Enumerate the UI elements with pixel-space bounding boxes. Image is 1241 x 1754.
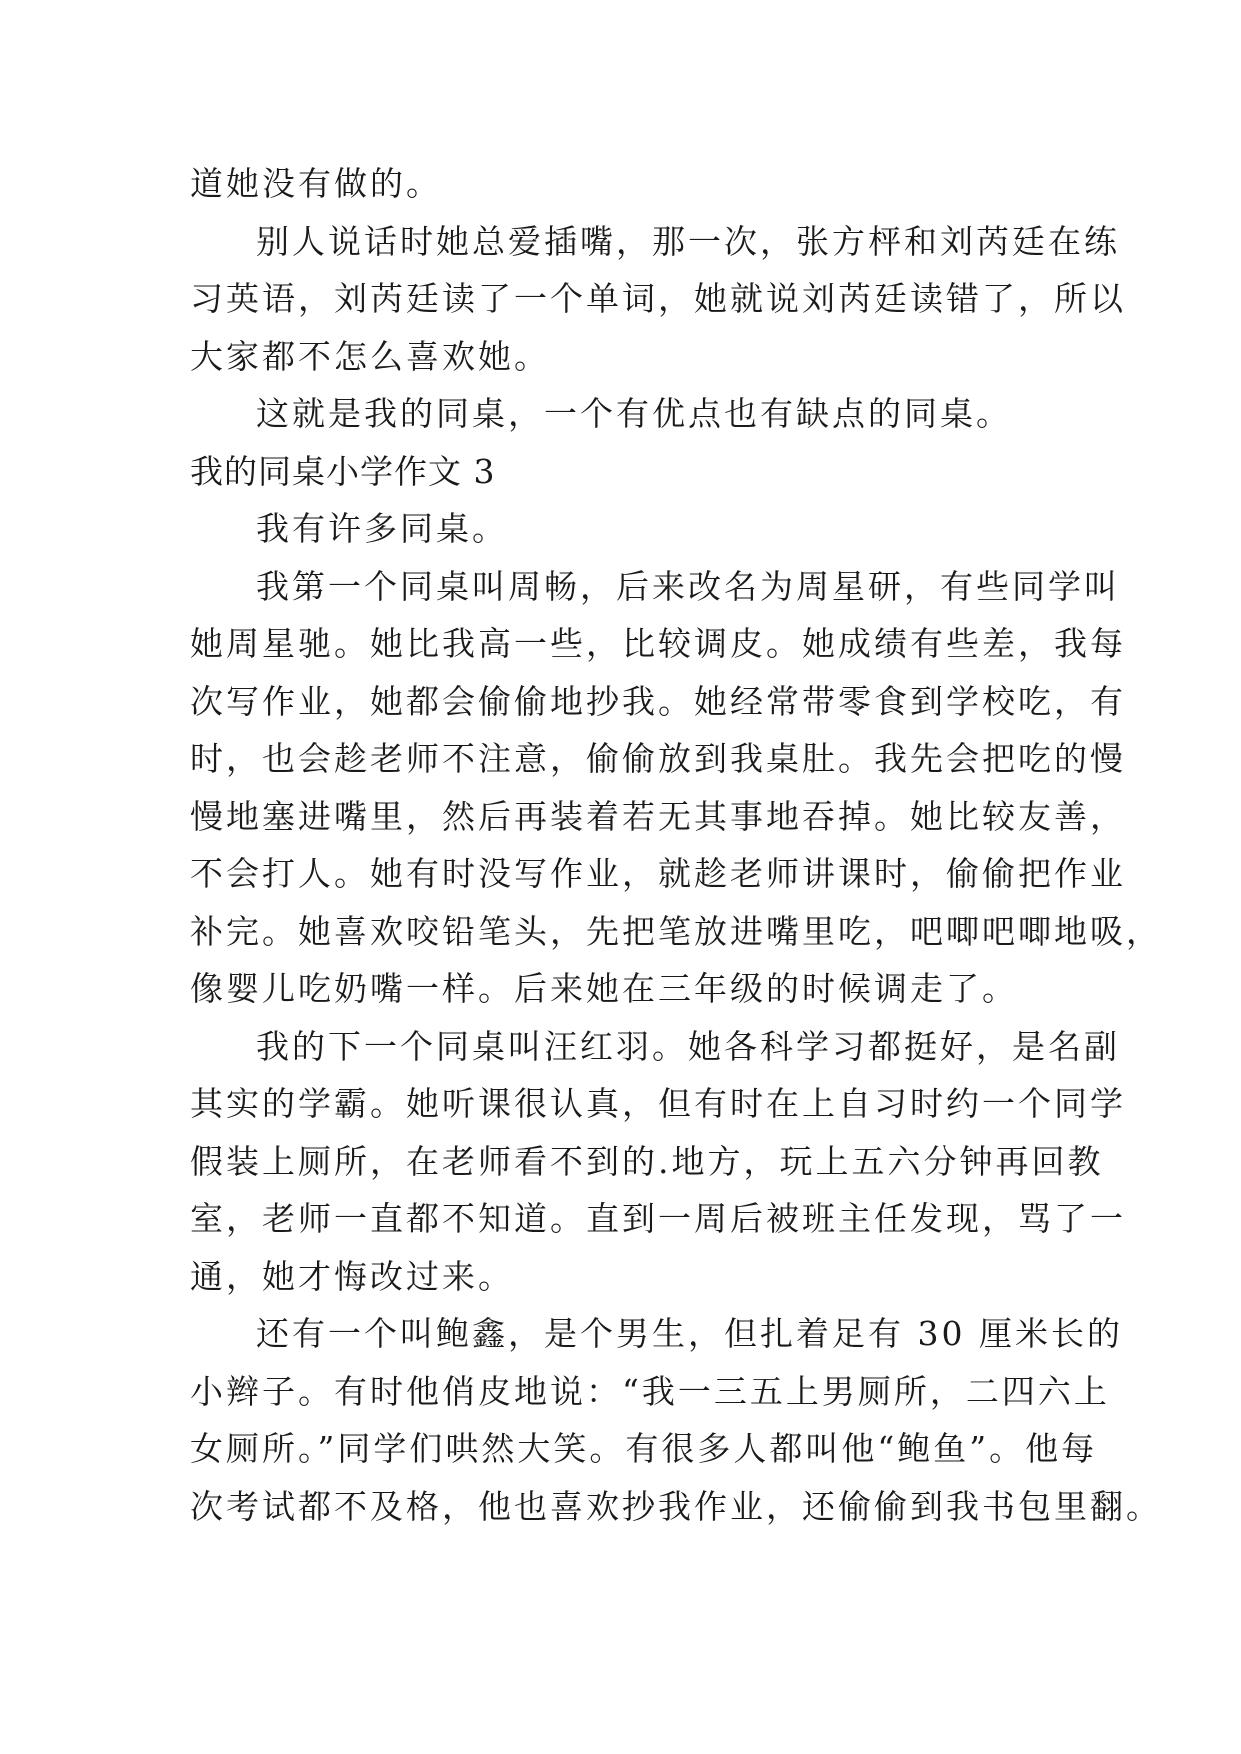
text-line: 还有一个叫鲍鑫，是个男生，但扎着足有 30 厘米长的 <box>256 1314 1123 1353</box>
text-line: 习英语，刘芮廷读了一个单词，她就说刘芮廷读错了，所以 <box>190 279 1126 318</box>
text-line: 女厕所。”同学们哄然大笑。有很多人都叫他“鲍鱼”。他每 <box>190 1429 1098 1468</box>
text-line: 时，也会趁老师不注意，偷偷放到我桌肚。我先会把吃的慢 <box>190 739 1126 778</box>
text-line: 其实的学霸。她听课很认真，但有时在上自习时约一个同学 <box>190 1084 1126 1123</box>
text-line: 大家都不怎么喜欢她。 <box>190 336 550 376</box>
section-heading: 我的同桌小学作文 3 <box>190 451 496 491</box>
text-line: 不会打人。她有时没写作业，就趁老师讲课时，偷偷把作业 <box>190 854 1126 893</box>
document-body <box>190 155 1162 1535</box>
text-line: 假装上厕所，在老师看不到的.地方，玩上五六分钟再回教 <box>190 1141 1104 1181</box>
text-line: 次写作业，她都会偷偷地抄我。她经常带零食到学校吃，有 <box>190 681 1126 721</box>
text-line: 我第一个同桌叫周畅，后来改名为周星研，有些同学叫 <box>256 566 1120 606</box>
text-line: 补完。她喜欢咬铅笔头，先把笔放进嘴里吃，吧唧吧唧地吸， <box>190 911 1162 951</box>
text-line: 这就是我的同桌，一个有优点也有缺点的同桌。 <box>256 394 1012 433</box>
text-line: 我有许多同桌。 <box>256 509 508 548</box>
text-line: 慢地塞进嘴里，然后再装着若无其事地吞掉。她比较友善， <box>190 796 1126 836</box>
text-line: 别人说话时她总爱插嘴，那一次，张方枰和刘芮廷在练 <box>256 221 1120 261</box>
text-line: 小辫子。有时他俏皮地说：“我一三五上男厕所，二四六上 <box>190 1371 1110 1411</box>
text-line: 她周星驰。她比我高一些，比较调皮。她成绩有些差，我每 <box>190 624 1126 663</box>
text-line: 室，老师一直都不知道。直到一周后被班主任发现，骂了一 <box>190 1199 1126 1238</box>
text-line: 我的下一个同桌叫汪红羽。她各科学习都挺好，是名副 <box>256 1026 1120 1066</box>
text-line: 通，她才悔改过来。 <box>190 1256 514 1296</box>
text-line: 道她没有做的。 <box>190 164 442 203</box>
text-line: 次考试都不及格，他也喜欢抄我作业，还偷偷到我书包里翻。 <box>190 1486 1162 1526</box>
text-line: 像婴儿吃奶嘴一样。后来她在三年级的时候调走了。 <box>190 969 1018 1008</box>
